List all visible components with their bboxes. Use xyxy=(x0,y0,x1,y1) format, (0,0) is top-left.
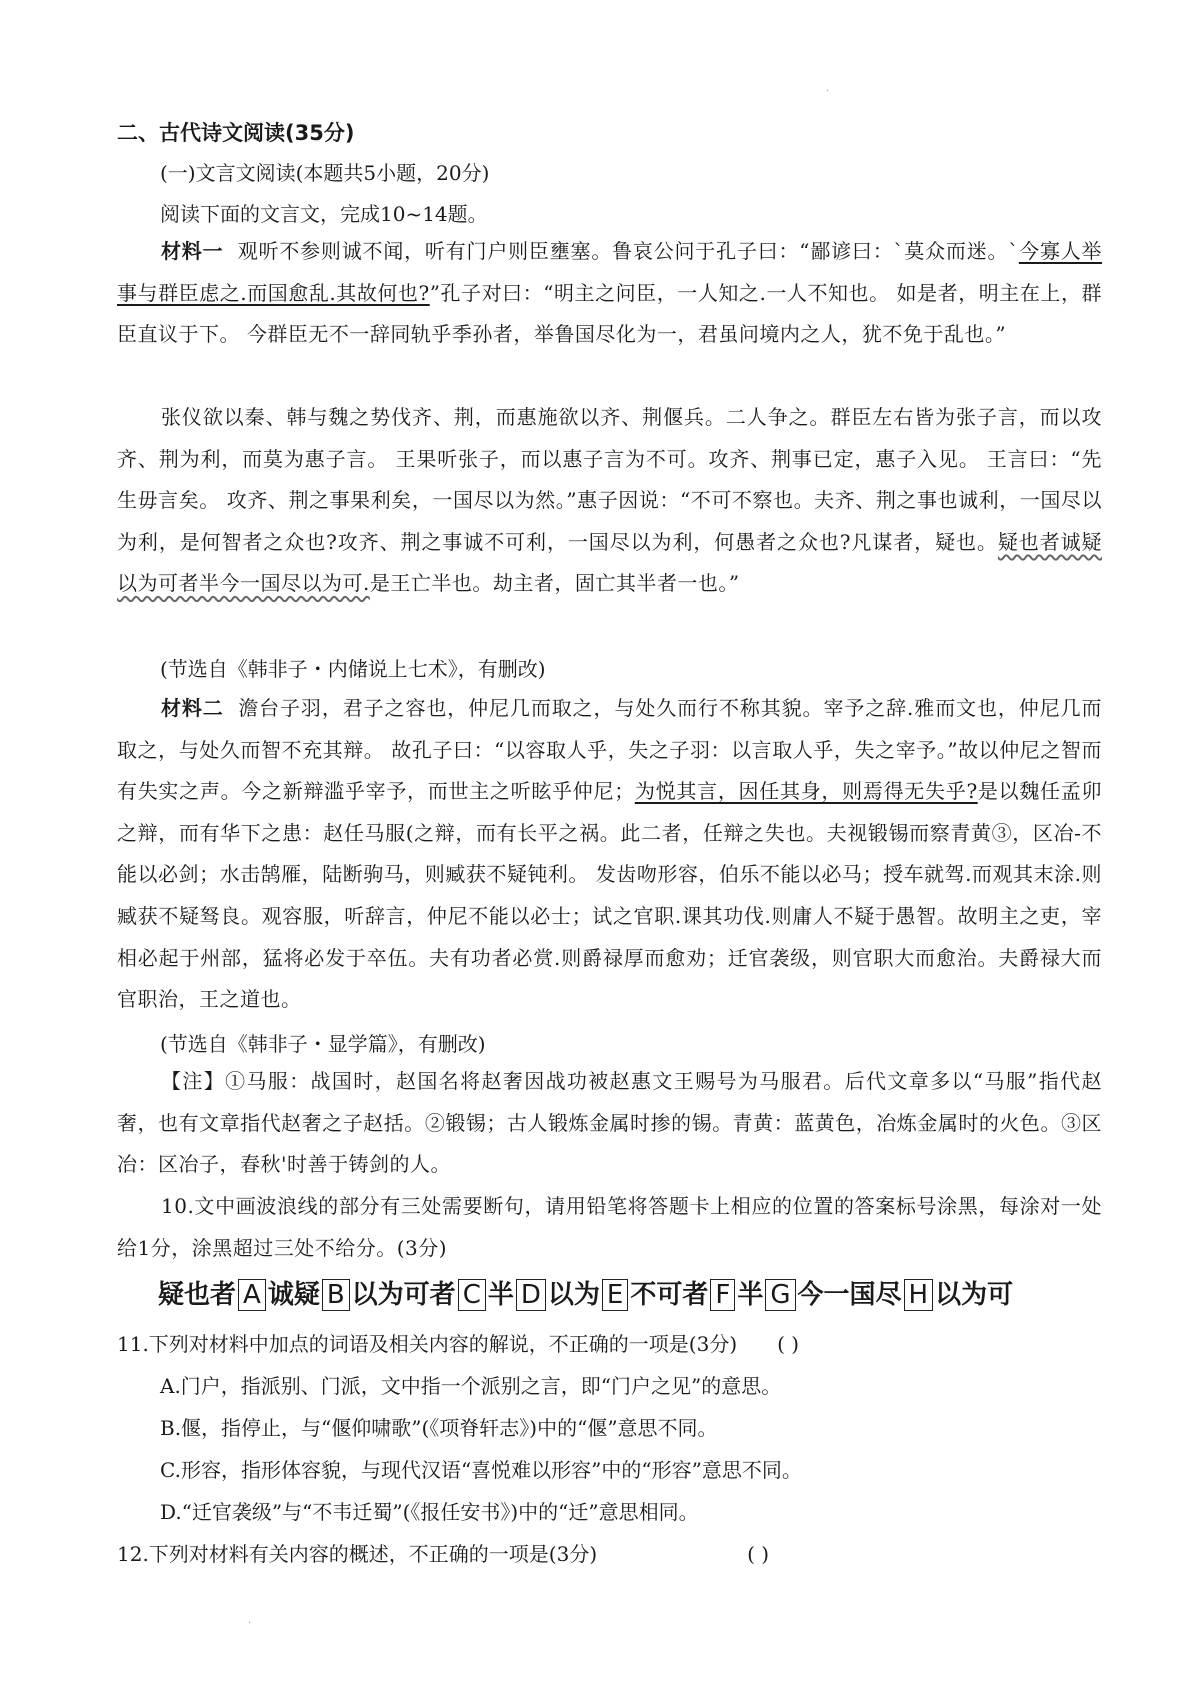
m2-text-b: 是以魏任孟卯之辩，而有华下之患：赵任马服(之辩，而有长平之祸。此二者，任辩之失也。夫视锻锡而察青黄③，区冶-不能以必剑；水击鹄雁，陆断驹马，则臧获不疑钝利。 发齿吻形容，伯乐不能以必马；授车就驾.而观其末涂.则臧获不疑驽良。观容服，听辞言，仲尼不能以必士；试之官职.课其功伐.则庸人不疑于愚智。故明主之吏，宰相必起于州部，猛将必发于卒伍。夫有功者必赏.则爵禄厚而愈劝；迁官袭级，则官职大而愈治。夫爵禄大而官职治，王之道也。 xyxy=(117,779,1102,1012)
q12-stem: 12.下列对材料有关内容的概述，不正确的一项是(3分) xyxy=(117,1542,598,1566)
q11-option-c: C.形容，指形体容貌，与现代汉语“喜悦难以形容”中的“形容”意思不同。 xyxy=(160,1458,802,1482)
material-1-label: 材料一 xyxy=(161,239,224,263)
answer-box-g[interactable]: G xyxy=(765,1279,795,1311)
question-12 xyxy=(117,1539,769,1569)
q10-segment: 半 xyxy=(487,1280,514,1310)
q11-stem: 11.下列对材料中加点的词语及相关内容的解说，不正确的一项是(3分) xyxy=(117,1332,738,1356)
q10-segment: 以为可 xyxy=(935,1280,1014,1310)
q11-answer-paren[interactable]: ( ) xyxy=(777,1332,800,1356)
answer-box-b[interactable]: B xyxy=(322,1279,350,1311)
m2-underlined-sentence: 为悦其言，因任其身，则焉得无失乎? xyxy=(634,779,978,804)
question-10: 10.文中画波浪线的部分有三处需要断句，请用铅笔将答题卡上相应的位置的答案标号涂黑，每涂对一处给1分，涂黑超过三处不给分。(3分) xyxy=(117,1194,1102,1260)
q11-option-a: A.门户，指派别、门派，文中指一个派别之言，即“门户之见”的意思。 xyxy=(160,1374,782,1398)
q11-option-b: B.偃，指停止，与“偃仰啸歌”(《项脊轩志》)中的“偃”意思不同。 xyxy=(160,1416,718,1440)
q10-segment: 疑也者 xyxy=(158,1280,237,1310)
answer-box-a[interactable]: A xyxy=(238,1279,266,1311)
m1-wavy-sentence: 疑也者诚疑以为可者半今一国尽以为可. xyxy=(117,529,1102,596)
q12-answer-paren[interactable]: ( ) xyxy=(747,1542,770,1566)
material-1-paragraph-1 xyxy=(117,231,1102,356)
answer-box-h[interactable]: H xyxy=(904,1279,934,1311)
m1-text-b: ”孔子对曰：“明主之问臣，一人知之.一人不知也。 如是者，明主在上，群臣直议于下。 今群臣无不一辞同轨乎季孙者，举鲁国尽化为一，君虽问境内之人，犹不免于乱也。” xyxy=(117,280,1102,347)
m2-text-a: 澹台子羽，君子之容也，仲尼几而取之，与处久而行不称其貌。宰予之辞.雅而文也，仲尼几而取之，与处久而智不充其辩。 故孔子曰：“以容取人乎，失之子羽：以言取人乎，失之宰予。”故以仲尼之智而有失实之声。今之新辩滥乎宰予，而世主之听眩乎仲尼； xyxy=(117,696,1103,804)
q10-segment: 以为可者 xyxy=(351,1280,456,1310)
answer-box-c[interactable]: C xyxy=(458,1279,486,1311)
scan-speck: · xyxy=(826,86,830,97)
sub-title: (一)文言文阅读(本题共5小题，20分) xyxy=(160,161,490,185)
material-2-source: (节选自《韩非子・显学篇》，有删改) xyxy=(160,1032,486,1056)
q10-segment: 今一国尽 xyxy=(797,1280,902,1310)
q11-option-d: D.“迁官袭级”与“不韦迁蜀”(《报任安书》)中的“迁”意思相同。 xyxy=(160,1500,699,1524)
instruction: 阅读下面的文言文，完成10~14题。 xyxy=(160,202,488,226)
scan-speck: · xyxy=(248,1618,252,1629)
m1-text-a: 观听不参则诚不闻，听有门户则臣壅塞。鲁哀公问于孔子曰：“鄙谚曰：`莫众而迷。` xyxy=(237,239,1019,263)
q10-answer-line xyxy=(158,1274,1013,1311)
annotation-note: 【注】①马服：战国时，赵国名将赵奢因战功被赵惠文王赐号为马服君。后代文章多以“马服”指代赵奢，也有文章指代赵奢之子赵括。②锻锡；古人锻炼金属时掺的锡。青黄：蓝黄色，冶炼金属时的火色。③区冶：区冶子，春秋'时善于铸剑的人。 xyxy=(117,1069,1102,1177)
question-11 xyxy=(117,1329,799,1359)
answer-box-d[interactable]: D xyxy=(516,1279,546,1311)
q10-segment: 诚疑 xyxy=(267,1280,320,1310)
m1-underlined-sentence: 今寡人举事与群臣虑之.而国愈乱.其故何也? xyxy=(117,239,1103,305)
answer-box-f[interactable]: F xyxy=(710,1279,735,1311)
m1-p2-text-a: 张仪欲以秦、韩与魏之势伐齐、荆，而惠施欲以齐、荆偃兵。二人争之。群臣左右皆为张子言，而以攻齐、荆为利，而莫为惠子言。 王果听张子，而以惠子言为不可。攻齐、荆事已定，惠子入见。 王言曰：“先生毋言矣。 攻齐、荆之事果利矣，一国尽以为然。”惠子因说：“不可不察也。夫齐、荆之事也诚利，一国尽以为利，是何智者之众也?攻齐、荆之事诚不可利，一国尽以为利，何愚者之众也?凡谋者，疑也。 xyxy=(117,405,1102,554)
material-1-paragraph-2 xyxy=(117,397,1102,605)
q10-segment: 半 xyxy=(737,1280,764,1310)
q10-segment: 不可者 xyxy=(630,1280,709,1310)
m1-p2-text-b: 是王亡半也。劫主者，固亡其半者一也。” xyxy=(369,571,740,596)
section-title: 二、古代诗文阅读(35分) xyxy=(117,121,355,145)
answer-box-e[interactable]: E xyxy=(602,1279,628,1311)
q10-segment: 以为 xyxy=(547,1280,600,1310)
material-2-label: 材料二 xyxy=(161,696,224,720)
material-1-source: (节选自《韩非子・内储说上七术》，有删改) xyxy=(160,657,546,681)
material-2-paragraph xyxy=(117,688,1102,1021)
